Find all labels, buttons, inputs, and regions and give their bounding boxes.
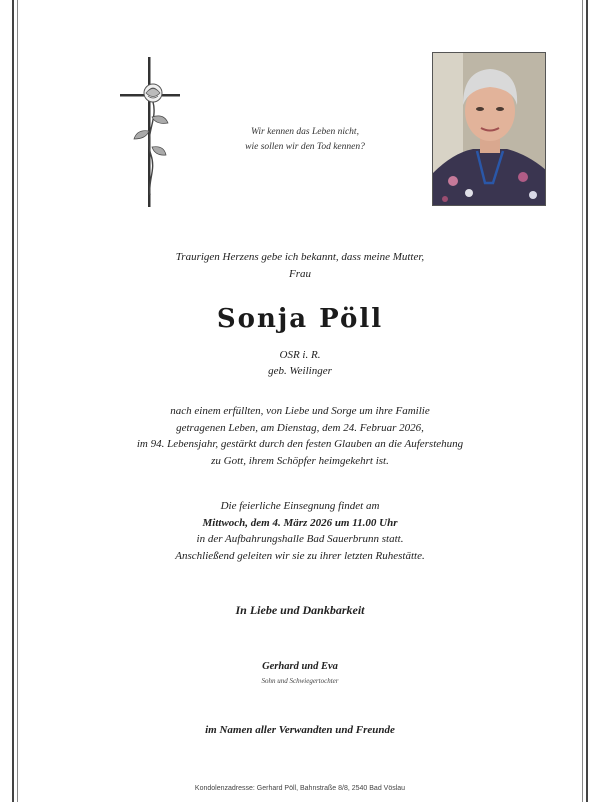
ceremony-date-time: Mittwoch, dem 4. März 2026 um 11.00 Uhr bbox=[202, 516, 398, 529]
intro-line-1: Traurigen Herzens gebe ich bekannt, dass meine Mutter, bbox=[175, 251, 425, 263]
obituary-line-2: getragenen Leben, am Dienstag, dem 24. Februar 2026, bbox=[176, 421, 424, 434]
obituary-line-3: im 94. Lebensjahr, gestärkt durch den festen Glauben an die Auferstehung bbox=[136, 438, 464, 450]
closing bbox=[0, 602, 600, 619]
mourner-relation: Sohn und Schwiegertochter bbox=[261, 676, 339, 685]
relatives-text: im Namen aller Verwandten und Freunde bbox=[205, 724, 395, 736]
motto-line-1: Wir kennen das Leben nicht, bbox=[251, 127, 359, 137]
ceremony-line-3: in der Aufbahrungshalle Bad Sauerbrunn statt. bbox=[196, 533, 404, 545]
motto-line-2: wie sollen wir den Tod kennen? bbox=[245, 142, 365, 152]
deceased-title: OSR i. R. bbox=[279, 349, 321, 361]
mourners bbox=[0, 659, 600, 686]
deceased-details bbox=[0, 348, 600, 379]
ceremony-line-1: Die feierliche Einsegnung findet am bbox=[220, 500, 380, 512]
deceased-birth-name: geb. Weilinger bbox=[268, 364, 332, 377]
portrait-photo bbox=[432, 52, 546, 206]
ceremony-line-4: Anschließend geleiten wir sie zu ihrer letzten Ruhestätte. bbox=[175, 549, 425, 562]
intro bbox=[0, 249, 600, 282]
obituary-line-4: zu Gott, ihrem Schöpfer heimgekehrt ist. bbox=[211, 454, 389, 467]
intro-line-2: Frau bbox=[289, 267, 311, 280]
relatives bbox=[0, 722, 600, 739]
deceased-name: Sonja Pöll bbox=[216, 304, 384, 334]
cross-with-rose-icon bbox=[118, 55, 182, 210]
mourner-names: Gerhard und Eva bbox=[262, 661, 338, 672]
ceremony-info bbox=[0, 498, 600, 564]
obituary-text bbox=[0, 403, 600, 469]
motto bbox=[220, 125, 390, 155]
closing-text: In Liebe und Dankbarkeit bbox=[235, 603, 365, 617]
condolence-address: Kondolenzadresse: Gerhard Pöll, Bahnstraße 8/8, 2540 Bad Vöslau bbox=[194, 785, 406, 792]
obituary-line-1: nach einem erfüllten, von Liebe und Sorge um ihre Familie bbox=[170, 405, 430, 417]
